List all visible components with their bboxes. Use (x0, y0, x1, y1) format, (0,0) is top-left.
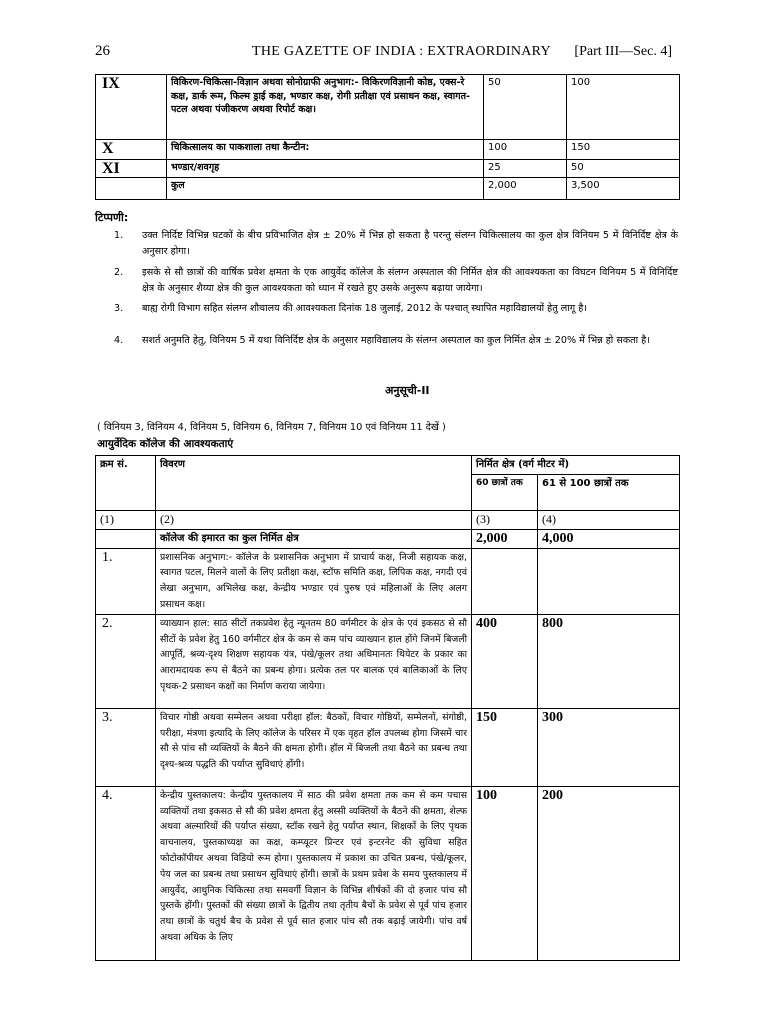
area-60: 50 (484, 75, 567, 140)
row-number: IX (96, 75, 167, 140)
schedule-subtitle: आयुर्वेदिक कॉलेज की आवश्यकताएं (97, 438, 234, 450)
gazette-header (95, 43, 672, 65)
table-row (96, 75, 680, 140)
row-description: कुल (167, 178, 484, 200)
row-description: केन्द्रीय पुस्तकालय: केन्द्रीय पुस्तकालय में साठ की प्रवेश क्षमता तक कम से कम पचास व्यक्तियों तथा इकसठ से सौ की प्रवेश क्षमता हेतु अस्सी व्यक्तियों के बैठने की क्षमता, शेल्फ अथवा अल्मारियों की पर्याप्त संख्या, स्टॉक रखने हेतु पर्याप्त स्थान, शिक्षकों के लिए पृथक वाचनालय, पुस्तकाध्यक्ष का कक्ष, कम्प्यूटर प्रिन्टर एवं इन्टरनेट की सुविधा सहित फोटोकॉपीयर अथवा विडियो रूम होगा। पुस्तकालय में प्रकाश का उचित प्रबन्ध, पंखे/कूलर, पेय जल का प्रबन्ध तथा प्रसाधन सुविधाएं होंगी। छात्रों के प्रथम प्रवेश के समय पुस्तकालय में आयुर्वेद, आधुनिक चिकित्सा तथा समवर्गी विज्ञान के विभिन्न शीर्षकों की दो हजार पांच सौ पुस्तकें होंगी। पुस्तकों की संख्या छात्रों के द्वितीय तथा तृतीय बैचों के प्रवेश से पूर्व पांच हजार तथा छात्रों के चतुर्थ बैच के प्रवेश से पूर्व सात हजार पांच सौ तक बढ़ाई जायेगी। पांच वर्ष अथवा अधिक के लिए (156, 786, 472, 960)
col-header-area: निर्मित क्षेत्र (वर्ग मीटर में) (472, 456, 680, 475)
area-100 (538, 548, 680, 614)
row-number: 3. (96, 708, 156, 786)
row-description: विकिरण-चिकित्सा-विज्ञान अथवा सोनोग्राफी अनुभाग:- विकिरणविज्ञानी कोष्ठ, एक्स-रे कक्ष, डार्क रूम, फिल्म ड्राई कक्ष, भण्डार कक्ष, रोगी प्रतीक्षा एवं प्रसाधन कक्ष, स्वागत-पटल अथवा पंजीकरण अथवा रिपोर्ट कक्ष। (167, 75, 484, 140)
table-row (96, 140, 680, 160)
schedule-title: अनुसूची-II (385, 384, 430, 397)
note-number: 3. (114, 303, 124, 314)
row-number: X (96, 140, 167, 160)
col-number: (1) (96, 510, 156, 529)
area-100: 300 (538, 708, 680, 786)
area-60: 2,000 (484, 178, 567, 200)
area-100: 800 (538, 614, 680, 708)
row-description: प्रशासनिक अनुभाग:- कॉलेज के प्रशासनिक अनुभाग में प्राचार्य कक्ष, निजी सहायक कक्ष, स्वागत पटल, मिलने वालों के लिए प्रतीक्षा कक्ष, स्टॉफ समिति कक्ष, लिपिक कक्ष, नगदी एवं लेखा अनुभाग, अभिलेख कक्ष, केन्द्रीय भण्डार एवं पुरुष एवं महिलाओं के लिए अलग प्रसाधन कक्ष। (156, 548, 472, 614)
area-100: 3,500 (567, 178, 680, 200)
row-number: 2. (96, 614, 156, 708)
col-number: (2) (156, 510, 472, 529)
gazette-title: THE GAZETTE OF INDIA : EXTRAORDINARY (252, 44, 551, 59)
area-60 (472, 548, 538, 614)
area-60: 150 (472, 708, 538, 786)
total-row (96, 178, 680, 200)
row-number: 4. (96, 786, 156, 960)
schedule-reference: ( विनियम 3, विनियम 4, विनियम 5, विनियम 6, विनियम 7, विनियम 10 एवं विनियम 11 देखें ) (97, 422, 446, 433)
table-row (96, 614, 680, 708)
row-description: भण्डार/शवगृह (167, 160, 484, 178)
note-number: 2. (114, 267, 124, 278)
total-area-100: 4,000 (538, 529, 680, 548)
table-row (96, 708, 680, 786)
total-row (96, 529, 680, 548)
hospital-area-table (95, 74, 680, 200)
row-number (96, 178, 167, 200)
note-text: इसके से सौ छात्रों की वार्षिक प्रवेश क्षमता के एक आयुर्वेद कॉलेज के संलग्न अस्पताल की निर्मित क्षेत्र की आवश्यकता का विघटन विनियम 5 में विनिर्दिष्ट क्षेत्र के अनुसार शैय्या क्षेत्र की कुल आवश्यकता को ध्यान में रखते हुए उसके अनुरूप बढ़ाया जायेगा। (142, 267, 678, 294)
note-text: सशर्त अनुमति हेतु, विनियम 5 में यथा विनिर्दिष्ट क्षेत्र के अनुसार महाविद्यालय के संलग्न अस्पताल का कुल निर्मित क्षेत्र ± 20% में भिन्न हो सकता है। (142, 335, 650, 346)
row-number: 1. (96, 548, 156, 614)
row-description: विचार गोष्ठी अथवा सम्मेलन अथवा परीक्षा हॉल: बैठकों, विचार गोष्ठियों, सम्मेलनों, संगोष्ठी, परीक्षा, मंत्रणा इत्यादि के लिए कॉलेज के परिसर में एक वृहत हॉल उपलब्ध होगा जिसमें चार सौ से पांच सौ व्यक्तियों के बैठने की क्षमता होगी। हॉल में बिजली तथा बैठने का प्रबन्ध तथा दृश्य-श्रव्य पद्धति की पर्याप्त सुविधाएं होंगी। (156, 708, 472, 786)
table-row (96, 160, 680, 178)
area-60: 100 (484, 140, 567, 160)
col-header-description: विवरण (156, 456, 472, 511)
note-text: उक्त निर्दिष्ट विभिन्न घटकों के बीच प्रविभाजित क्षेत्र ± 20% में भिन्न हो सकता है परन्तु संलग्न चिकित्सालय का कुल क्षेत्र विनियम 5 में विनिर्दिष्ट क्षेत्र के अनुसार होगा। (142, 230, 678, 257)
col-header-60: 60 छात्रों तक (472, 474, 538, 510)
college-requirements-table (95, 455, 680, 961)
part-section: [Part III—Sec. 4] (574, 44, 672, 59)
column-number-row (96, 510, 680, 529)
area-100: 150 (567, 140, 680, 160)
row-number: XI (96, 160, 167, 178)
note-number: 4. (114, 335, 124, 346)
row-description: चिकित्सालय का पाकशाला तथा कैन्टीन: (167, 140, 484, 160)
page-number: 26 (95, 43, 110, 59)
note-item (114, 301, 678, 317)
row-description: व्याख्यान हाल: साठ सीटों तकप्रवेश हेतु न्यूनतम 80 वर्गमीटर के क्षेत्र के एवं इकसठ से सौ सीटों के प्रवेश हेतु 160 वर्गमीटर क्षेत्र के कम से कम पांच व्याख्यान हाल होंगे जिनमें बिजली आपूर्ति, श्रव्य-दृश्य शिक्षण सहायक यंत्र, पंखे/कूलर तथा अधिमानतः थियेटर के प्रकार का आरामदायक रूप से बैठने का प्रबन्ध होगा। प्रत्येक तल पर बालक एवं बालिकाओं के लिए पृथक-2 प्रसाधन कक्षों का निर्माण कराया जायेगा। (156, 614, 472, 708)
notes-heading: टिप्पणी: (95, 211, 129, 224)
area-100: 50 (567, 160, 680, 178)
area-100: 200 (538, 786, 680, 960)
total-area-60: 2,000 (472, 529, 538, 548)
area-60: 100 (472, 786, 538, 960)
area-100: 100 (567, 75, 680, 140)
col-header-sno: क्रम सं. (96, 456, 156, 511)
header-row (96, 456, 680, 475)
total-label: कॉलेज की इमारत का कुल निर्मित क्षेत्र (156, 529, 472, 548)
table-row (96, 786, 680, 960)
note-number: 1. (114, 230, 124, 241)
table-row (96, 548, 680, 614)
area-60: 25 (484, 160, 567, 178)
empty-cell (96, 529, 156, 548)
area-60: 400 (472, 614, 538, 708)
note-item (114, 333, 678, 349)
col-number: (4) (538, 510, 680, 529)
note-item (114, 265, 678, 297)
note-item (114, 228, 678, 260)
note-text: बाह्य रोगी विभाग सहित संलग्न शौचालय की आवश्यकता दिनांक 18 जुलाई, 2012 के पश्चात् स्थापित महाविद्यालयों हेतु लागू है। (142, 303, 587, 314)
col-header-61-100: 61 से 100 छात्रों तक (538, 474, 680, 510)
col-number: (3) (472, 510, 538, 529)
